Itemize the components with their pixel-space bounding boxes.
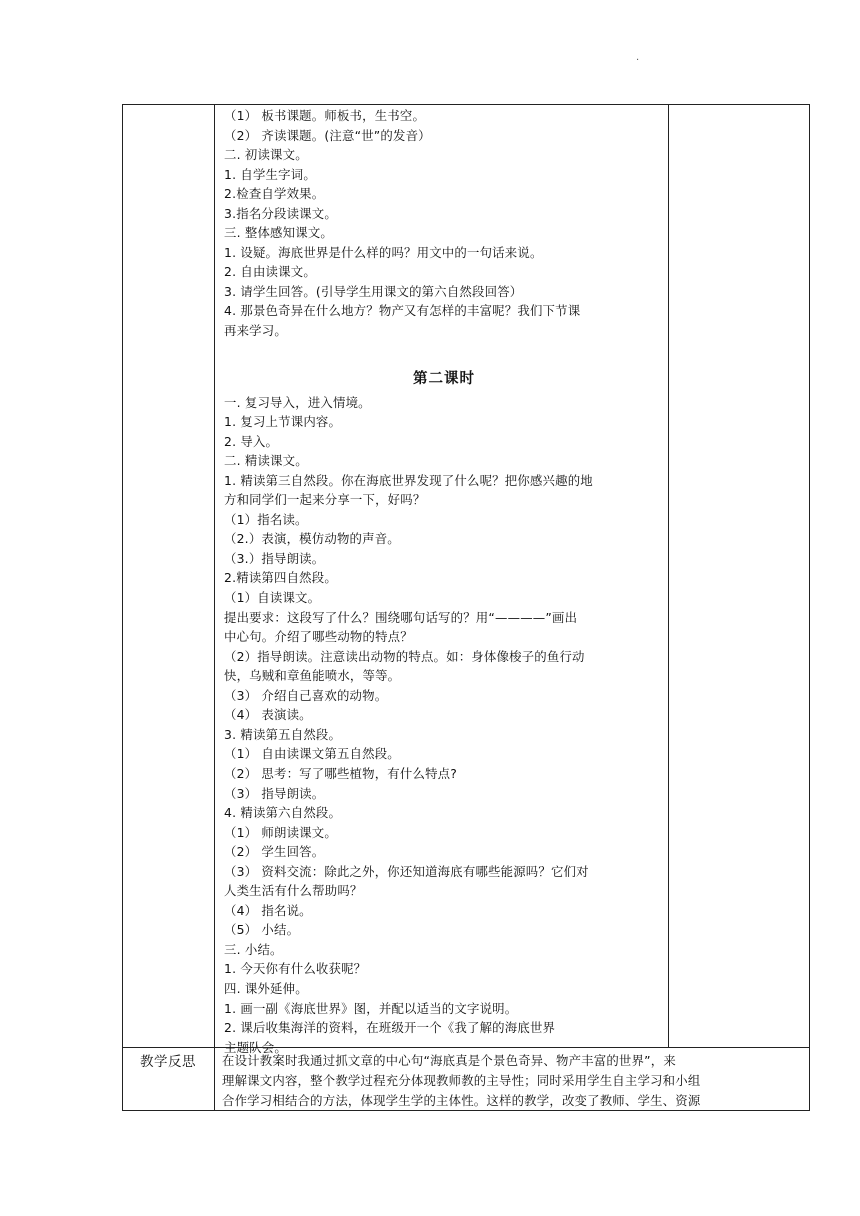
text-line: （1）指名读。: [224, 511, 308, 527]
text-line: 3.指名分段读课文。: [224, 205, 337, 221]
text-line: （1）自读课文。: [224, 590, 321, 606]
text-line: 主题队会。: [224, 1039, 287, 1055]
text-line: （5） 小结。: [224, 922, 300, 938]
text-line: （1） 板书课题。师板书，生书空。: [224, 108, 426, 123]
text-line: （1） 师朗读课文。: [224, 824, 337, 840]
text-line: 合作学习相结合的方法，体现学生学的主体性。这样的教学，改变了教师、学生、资源: [222, 1093, 701, 1108]
text-line: 4. 精读第六自然段。: [224, 805, 342, 821]
column-divider-right: [668, 104, 669, 1048]
text-line: （4） 指名说。: [224, 902, 312, 918]
text-line: （3.）指导朗读。: [224, 550, 325, 566]
text-line: 2.精读第四自然段。: [224, 570, 337, 586]
text-line: 快，乌贼和章鱼能喷水，等等。: [224, 668, 401, 684]
text-line: 二. 精读课文。: [224, 453, 308, 469]
text-line: （1） 自由读课文第五自然段。: [224, 746, 400, 762]
text-line: （4） 表演读。: [224, 707, 312, 723]
text-line: 提出要求：这段写了什么？围绕哪句话写的？用“————”画出: [224, 609, 578, 625]
text-line: 2. 导入。: [224, 433, 279, 449]
text-line: 方和同学们一起来分享一下，好吗？: [224, 492, 426, 508]
text-line: 二. 初读课文。: [224, 147, 308, 163]
text-line: 1. 自学生字词。: [224, 166, 316, 182]
text-line: （2）指导朗读。注意读出动物的特点。如：身体像梭子的鱼行动: [224, 648, 585, 664]
text-line: 三. 整体感知课文。: [224, 225, 334, 241]
text-line: 中心句。介绍了哪些动物的特点？: [224, 629, 413, 645]
text-line: （2） 思考：写了哪些植物，有什么特点?: [224, 765, 458, 781]
text-line: 四. 课外延伸。: [224, 980, 308, 996]
reflection-label: 教学反思: [140, 1054, 196, 1070]
text-line: 2.检查自学效果。: [224, 186, 325, 202]
text-line: 理解课文内容，整个教学过程充分体现教师教的主导性；同时采用学生自主学习和小组: [222, 1073, 701, 1088]
text-line: 在设计教案时我通过抓文章的中心句“海底真是个景色奇异、物产丰富的世界”，来: [222, 1053, 676, 1068]
text-line: 三. 小结。: [224, 941, 283, 957]
column-divider-left: [214, 104, 215, 1111]
text-line: 1. 精读第三自然段。你在海底世界发现了什么呢？把你感兴趣的地: [224, 472, 593, 488]
page-mark: ·: [636, 55, 640, 66]
text-line: 1. 设疑。海底世界是什么样的吗？用文中的一句话来说。: [224, 244, 543, 260]
text-line: 2. 自由读课文。: [224, 264, 316, 280]
text-line: （3） 指导朗读。: [224, 785, 325, 801]
text-line: （2） 学生回答。: [224, 844, 325, 860]
lesson-content: [224, 106, 664, 1057]
text-line: 2. 课后收集海洋的资料，在班级开一个《我了解的海底世界: [224, 1020, 556, 1036]
text-line: （2） 齐读课题。(注意“世”的发音）: [224, 127, 431, 143]
table-top-border: [122, 104, 810, 105]
text-line: 1. 今天你有什么收获呢？: [224, 961, 367, 977]
table-right-border: [809, 104, 810, 1111]
text-line: 人类生活有什么帮助吗？: [224, 883, 363, 899]
text-line: 3. 精读第五自然段。: [224, 726, 342, 742]
text-line: 4. 那景色奇异在什么地方？物产又有怎样的丰富呢？我们下节课: [224, 303, 581, 319]
text-line: 一. 复习导入，进入情境。: [224, 394, 371, 410]
section-title: 第二课时: [413, 370, 475, 387]
spacer: [224, 341, 664, 357]
lesson-steps-first-period: [224, 106, 664, 341]
text-line: （2.）表演，模仿动物的声音。: [224, 531, 400, 547]
reflection-text: [222, 1051, 808, 1111]
text-line: （3） 资料交流：除此之外，你还知道海底有哪些能源吗？它们对: [224, 863, 589, 879]
text-line: （3） 介绍自己喜欢的动物。: [224, 687, 388, 703]
lesson-steps-second-period: [224, 393, 664, 1058]
text-line: 3. 请学生回答。(引导学生用课文的第六自然段回答）: [224, 283, 523, 299]
text-line: 1. 复习上节课内容。: [224, 414, 342, 430]
table-left-border: [122, 104, 123, 1111]
text-line: 1. 画一副《海底世界》图，并配以适当的文字说明。: [224, 1000, 518, 1016]
text-line: 再来学习。: [224, 323, 287, 339]
